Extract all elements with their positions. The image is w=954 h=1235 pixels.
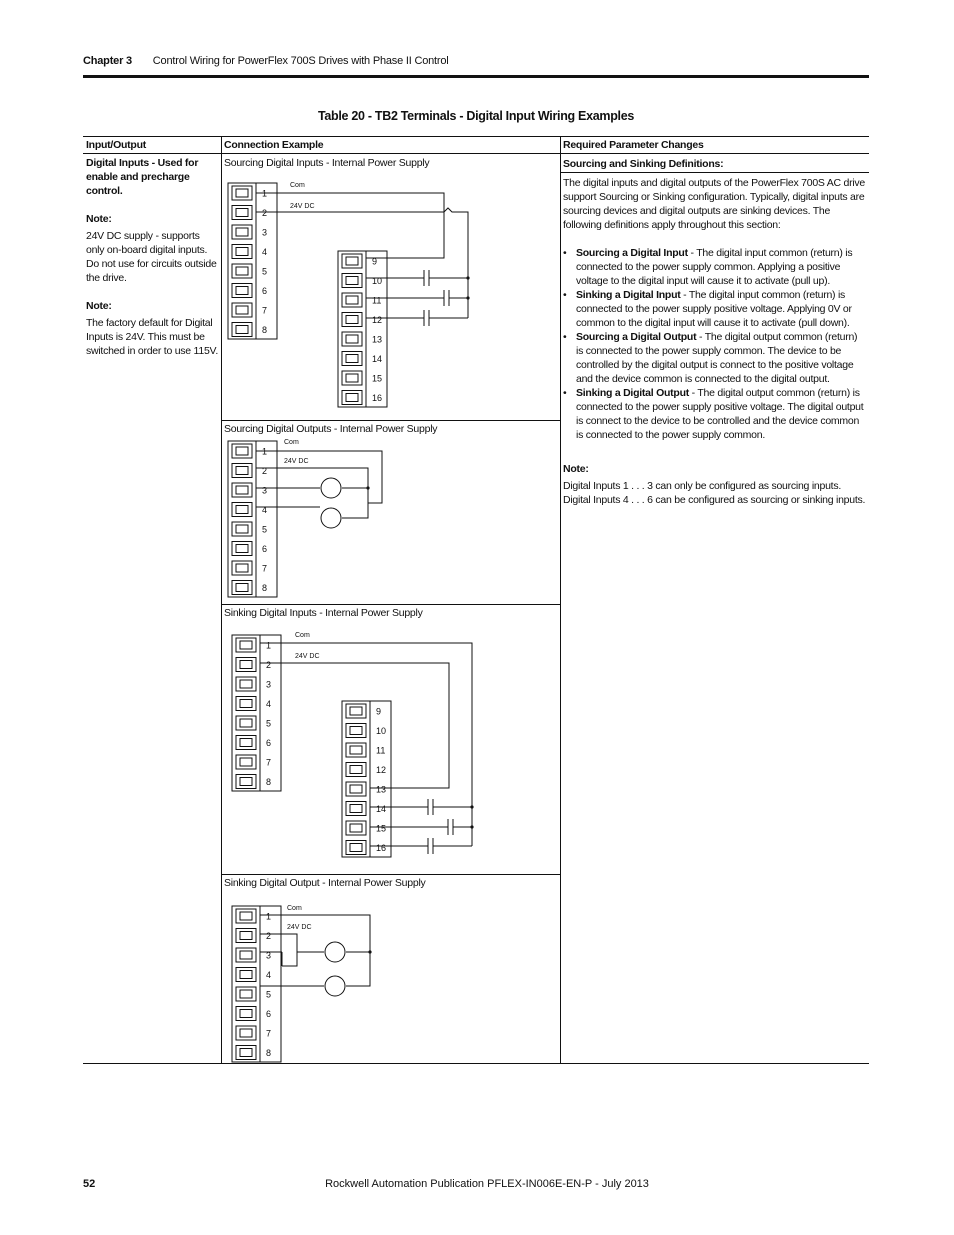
terminal-number: 9 — [376, 706, 382, 717]
terminal-screw — [342, 313, 362, 327]
terminal-number: 2 — [262, 466, 268, 476]
com-label: Com — [290, 182, 305, 189]
terminal-number: 1 — [266, 911, 272, 922]
terminal-screw-head — [350, 805, 362, 813]
io-label: Digital Inputs - Used for enable and precharge control. — [86, 157, 199, 197]
terminal-screw — [346, 841, 366, 855]
terminal-screw-head — [350, 844, 362, 852]
terminal-number: 2 — [266, 660, 272, 670]
terminal-screw — [232, 581, 252, 595]
terminal-screw — [342, 274, 362, 288]
terminal-screw — [236, 658, 256, 672]
definition-item: • Sourcing a Digital Input - The digital input common (return) is connected to the power supply common. Applying a positive voltage to the digital input will cause it to activate (pull up). — [576, 246, 866, 288]
terminal-number: 2 — [262, 208, 268, 218]
terminal-screw — [342, 293, 362, 307]
publication-footer: Rockwell Automation Publication PFLEX-IN006E-EN-P - July 2013 — [325, 1178, 649, 1190]
terminal-screw — [232, 522, 252, 536]
terminal-screw — [236, 775, 256, 789]
col-header-io: Input/Output — [86, 139, 146, 151]
terminal-screw-head — [240, 700, 252, 708]
terminal-screw-head — [240, 912, 252, 920]
com-label: Com — [295, 632, 310, 639]
terminal-screw — [236, 755, 256, 769]
terminal-number: 5 — [266, 989, 272, 1000]
diagram1-title: Sourcing Digital Inputs - Internal Power Supply — [224, 157, 430, 169]
terminal-number: 3 — [266, 679, 272, 690]
com-label: Com — [287, 905, 302, 912]
terminal-screw — [346, 802, 366, 816]
terminal-screw — [232, 186, 252, 200]
terminal-screw-head — [350, 746, 362, 754]
terminal-number: 5 — [266, 718, 272, 729]
terminal-screw-head — [240, 661, 252, 669]
terminal-screw — [232, 503, 252, 517]
terminal-screw-head — [236, 447, 248, 455]
col-header-params: Required Parameter Changes — [563, 139, 704, 151]
terminal-number: 6 — [262, 286, 268, 296]
supply-label: 24V DC — [295, 653, 320, 660]
io-note1-label: Note: — [86, 213, 112, 225]
terminal-screw-head — [236, 248, 248, 256]
terminal-screw-head — [240, 719, 252, 727]
terminal-number: 6 — [266, 1009, 272, 1019]
terminal-number: 8 — [266, 777, 272, 787]
terminal-number: 8 — [262, 325, 268, 335]
terminal-screw-head — [350, 785, 362, 793]
terminal-screw — [236, 716, 256, 730]
terminal-number: 1 — [266, 640, 272, 651]
terminal-screw-head — [236, 326, 248, 334]
terminal-number: 6 — [262, 544, 268, 554]
terminal-screw-head — [350, 707, 362, 715]
terminal-screw-head — [240, 1049, 252, 1057]
terminal-screw-head — [236, 545, 248, 553]
diagram4-title: Sinking Digital Output - Internal Power Supply — [224, 877, 426, 889]
terminal-number: 16 — [376, 843, 387, 853]
terminal-screw — [346, 821, 366, 835]
supply-label: 24V DC — [290, 203, 315, 210]
terminal-screw-head — [346, 335, 358, 343]
terminal-screw-head — [346, 316, 358, 324]
io-note1-text: 24V DC supply - supports only on-board digital inputs. Do not use for circuits outside the drive. — [86, 230, 217, 284]
terminal-screw-head — [346, 394, 358, 402]
terminal-screw-head — [240, 990, 252, 998]
terminal-screw — [232, 264, 252, 278]
terminal-number: 15 — [376, 823, 387, 834]
terminal-screw-head — [346, 277, 358, 285]
terminal-screw — [236, 909, 256, 923]
terminal-screw-head — [240, 1010, 252, 1018]
terminal-screw — [346, 782, 366, 796]
terminal-screw-head — [240, 758, 252, 766]
io-note2-text: The factory default for Digital Inputs is 24V. This must be switched in order to use 115V. — [86, 317, 219, 357]
terminal-screw-head — [350, 766, 362, 774]
table-caption: Table 20 - TB2 Terminals - Digital Input Wiring Examples — [317, 109, 635, 123]
terminal-number: 4 — [266, 970, 272, 980]
definition-item: • Sinking a Digital Input - The digital input common (return) is connected to the power supply positive voltage. Applying 0V or common to the digital input will cause it to activate (pull down). — [576, 288, 866, 330]
terminal-number: 13 — [376, 784, 387, 795]
terminal-number: 12 — [376, 765, 387, 775]
terminal-screw — [232, 561, 252, 575]
terminal-screw — [232, 245, 252, 259]
terminal-screw-head — [350, 727, 362, 735]
terminal-number: 8 — [266, 1048, 272, 1058]
terminal-screw — [232, 444, 252, 458]
terminal-screw-head — [236, 306, 248, 314]
terminal-screw — [232, 303, 252, 317]
params-intro: The digital inputs and digital outputs of the PowerFlex 700S AC drive support Sourcing or Sinking configuration. Typically, digital inputs are sourcing devices and digital outputs are sinking devices. The following definitions apply throughout this section: — [563, 177, 866, 231]
terminal-screw-head — [236, 525, 248, 533]
terminal-screw — [346, 724, 366, 738]
col-header-connection: Connection Example — [224, 139, 324, 151]
terminal-number: 7 — [262, 563, 268, 574]
terminal-number: 5 — [262, 524, 268, 535]
terminal-screw — [236, 968, 256, 982]
terminal-screw — [342, 371, 362, 385]
terminal-number: 7 — [266, 757, 272, 768]
params-note-label: Note: — [563, 463, 589, 475]
terminal-number: 11 — [372, 295, 382, 306]
io-note2-label: Note: — [86, 300, 112, 312]
terminal-screw — [346, 704, 366, 718]
terminal-screw — [232, 225, 252, 239]
terminal-number: 12 — [372, 315, 383, 325]
supply-label: 24V DC — [284, 458, 309, 465]
terminal-screw-head — [240, 739, 252, 747]
terminal-screw-head — [236, 486, 248, 494]
terminal-number: 4 — [262, 505, 268, 515]
terminal-number: 9 — [372, 256, 378, 267]
diagram3-title: Sinking Digital Inputs - Internal Power Supply — [224, 607, 423, 619]
terminal-number: 1 — [262, 188, 268, 199]
terminal-screw-head — [346, 374, 358, 382]
terminal-screw — [236, 929, 256, 943]
terminal-screw — [342, 352, 362, 366]
terminal-screw — [346, 763, 366, 777]
terminal-screw — [236, 677, 256, 691]
terminal-number: 11 — [376, 745, 386, 756]
terminal-number: 3 — [262, 227, 268, 238]
chapter-title: Control Wiring for PowerFlex 700S Drives with Phase II Control — [152, 55, 449, 67]
terminal-number: 8 — [262, 583, 268, 593]
terminal-screw-head — [236, 506, 248, 514]
terminal-screw — [232, 464, 252, 478]
terminal-number: 10 — [372, 276, 383, 286]
terminal-screw-head — [240, 951, 252, 959]
terminal-number: 3 — [266, 950, 272, 961]
definition-item: • Sourcing a Digital Output - The digital output common (return) is connected to the power supply common. The device to be controlled by the digital output is connect to the positive voltage and the device common is connected to the digital output. — [576, 330, 866, 386]
terminal-screw-head — [236, 467, 248, 475]
com-label: Com — [284, 439, 299, 446]
terminal-number: 7 — [266, 1028, 272, 1039]
terminal-screw-head — [346, 257, 358, 265]
terminal-screw — [232, 483, 252, 497]
terminal-screw — [236, 948, 256, 962]
terminal-screw-head — [240, 1029, 252, 1037]
terminal-screw — [232, 323, 252, 337]
terminal-number: 10 — [376, 726, 387, 736]
terminal-number: 5 — [262, 266, 268, 277]
terminal-screw — [236, 987, 256, 1001]
terminal-number: 4 — [262, 247, 268, 257]
terminal-number: 14 — [372, 354, 383, 364]
terminal-screw — [346, 743, 366, 757]
terminal-screw-head — [236, 584, 248, 592]
terminal-number: 4 — [266, 699, 272, 709]
params-note-text: Digital Inputs 1 . . . 3 can only be configured as sourcing inputs. Digital Inputs 4 . . . 6 can be configured as sourcing or sinking inputs. — [563, 480, 866, 506]
terminal-screw-head — [346, 296, 358, 304]
terminal-screw-head — [240, 971, 252, 979]
terminal-screw-head — [236, 209, 248, 217]
terminal-screw-head — [236, 228, 248, 236]
terminal-number: 14 — [376, 804, 387, 814]
terminal-screw — [236, 736, 256, 750]
params-heading: Sourcing and Sinking Definitions: — [563, 158, 724, 170]
terminal-screw — [232, 542, 252, 556]
terminal-screw-head — [236, 564, 248, 572]
terminal-screw — [342, 391, 362, 405]
terminal-screw-head — [240, 641, 252, 649]
terminal-screw — [236, 1026, 256, 1040]
terminal-screw-head — [350, 824, 362, 832]
definition-item: • Sinking a Digital Output - The digital output common (return) is connected to the power supply positive voltage. The digital output is connect to the device to be controlled and the device common is connected to the power supply common. — [576, 386, 866, 442]
terminal-screw-head — [240, 778, 252, 786]
page-number: 52 — [83, 1178, 96, 1190]
terminal-number: 16 — [372, 393, 383, 403]
terminal-number: 1 — [262, 446, 268, 457]
terminal-number: 7 — [262, 305, 268, 316]
terminal-screw-head — [346, 355, 358, 363]
diagram2-title: Sourcing Digital Outputs - Internal Power Supply — [224, 423, 438, 435]
terminal-number: 15 — [372, 373, 383, 384]
terminal-screw-head — [236, 287, 248, 295]
supply-label: 24V DC — [287, 924, 312, 931]
terminal-screw — [342, 332, 362, 346]
terminal-screw — [342, 254, 362, 268]
supply-labels — [284, 182, 320, 931]
terminal-screw — [236, 638, 256, 652]
terminal-screw-head — [236, 189, 248, 197]
terminal-screw-head — [236, 267, 248, 275]
terminal-screw-head — [240, 680, 252, 688]
terminal-number: 2 — [266, 931, 272, 941]
terminal-screw — [236, 1007, 256, 1021]
terminal-screw — [236, 697, 256, 711]
terminal-number: 13 — [372, 334, 383, 345]
terminal-screw — [232, 284, 252, 298]
terminal-screw-head — [240, 932, 252, 940]
terminal-number: 6 — [266, 738, 272, 748]
terminal-screw — [232, 206, 252, 220]
chapter-label: Chapter 3 — [83, 55, 132, 67]
terminal-number: 3 — [262, 485, 268, 496]
terminal-screw — [236, 1046, 256, 1060]
